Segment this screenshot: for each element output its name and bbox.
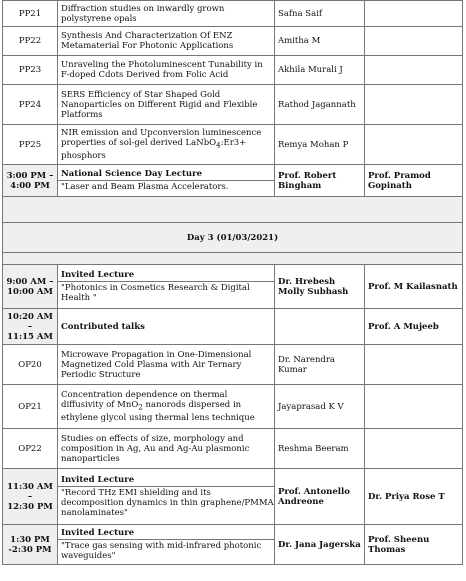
day-title: Day 3 (01/03/2021)	[3, 223, 463, 253]
paper-title: Microwave Propagation in One-Dimensional Magnetized Cold Plasma with Air Ternary Periodic Structure	[58, 345, 275, 385]
empty-cell	[275, 309, 365, 345]
table-row	[3, 469, 463, 525]
paper-title: Unraveling the Photoluminescent Tunability in F-doped Cdots Derived from Folic Acid	[58, 56, 275, 85]
chair-name: Prof. A Mujeeb	[365, 309, 463, 345]
session-time	[3, 309, 58, 345]
subscript: 2	[138, 402, 143, 412]
lecture-title: "Photonics in Cosmetics Research & Digital Health "	[61, 283, 250, 303]
presenter-name: Remya Mohan P	[275, 125, 365, 165]
chair-name: Prof. Sheenu Thomas	[365, 525, 463, 565]
speaker-name: Dr. Hrebesh Molly Subhash	[275, 265, 365, 309]
lecture-title: "Trace gas sensing with mid-infrared photonic waveguides"	[61, 541, 262, 561]
lecture-cell	[58, 469, 275, 525]
paper-title: Diffraction studies on inwardly grown polystyrene opals	[58, 1, 275, 27]
chair-name: Prof. Pramod Gopinath	[365, 165, 463, 197]
table-row	[3, 1, 463, 27]
session-code: OP20	[3, 345, 58, 385]
paper-title	[58, 385, 275, 429]
speaker-name: Dr. Jana Jagerska	[275, 525, 365, 565]
chair-name: Dr. Priya Rose T	[365, 469, 463, 525]
time-end: 12:30 PM	[7, 501, 53, 512]
session-time	[3, 469, 58, 525]
spacer-row	[3, 253, 463, 265]
empty-cell	[365, 125, 463, 165]
presenter-name: Rathod Jagannath	[275, 85, 365, 125]
presenter-name: Reshma Beeram	[275, 429, 365, 469]
empty-cell	[365, 385, 463, 429]
empty-cell	[3, 253, 463, 265]
table-row	[3, 165, 463, 197]
lecture-title: "Record THz EMI shielding and its decomposition dynamics in thin graphene/PMMA nanolaminates"	[61, 488, 274, 518]
subscript: 4	[216, 140, 221, 150]
session-code: OP21	[3, 385, 58, 429]
session-code: PP23	[3, 56, 58, 85]
paper-title: Synthesis And Characterization Of ENZ Metamaterial For Photonic Applications	[58, 27, 275, 56]
paper-title	[58, 125, 275, 165]
table-row	[3, 525, 463, 565]
session-code: PP25	[3, 125, 58, 165]
time-start: 11:30 AM	[7, 481, 53, 492]
time-dash: –	[27, 491, 33, 502]
empty-cell	[365, 56, 463, 85]
session-code: OP22	[3, 429, 58, 469]
time-dash: –	[27, 321, 33, 332]
speaker-name: Prof. Antonello Andreone	[275, 469, 365, 525]
empty-cell	[365, 27, 463, 56]
table-row	[3, 429, 463, 469]
presenter-name: Jayaprasad K V	[275, 385, 365, 429]
session-label: Contributed talks	[58, 309, 275, 345]
table-row	[3, 85, 463, 125]
session-code: PP21	[3, 1, 58, 27]
lecture-cell	[58, 525, 275, 565]
time-start: 10:20 AM	[7, 311, 53, 322]
title-part: :Er3+ phosphors	[61, 138, 247, 161]
chair-name: Prof. M Kailasnath	[365, 265, 463, 309]
session-time: 9:00 AM – 10:00 AM	[3, 265, 58, 309]
paper-title: SERS Efficiency of Star Shaped Gold Nanoparticles on Different Rigid and Flexible Platforms	[58, 85, 275, 125]
table-row	[3, 345, 463, 385]
paper-title: Studies on effects of size, morphology and composition in Ag, Au and Ag-Au plasmonic nanoparticles	[58, 429, 275, 469]
presenter-name: Amitha M	[275, 27, 365, 56]
table-row	[3, 309, 463, 345]
table-row	[3, 125, 463, 165]
schedule-table	[2, 0, 463, 565]
empty-cell	[3, 197, 463, 223]
title-part: Concentration dependence on thermal diffusivity of MnO	[61, 390, 228, 411]
lecture-cell	[58, 165, 275, 197]
speaker-name: Prof. Robert Bingham	[275, 165, 365, 197]
presenter-name: Safna Saif	[275, 1, 365, 27]
session-time: 1:30 PM -2:30 PM	[3, 525, 58, 565]
lecture-heading: Invited Lecture	[58, 527, 274, 540]
empty-cell	[365, 429, 463, 469]
lecture-cell	[58, 265, 275, 309]
lecture-heading: Invited Lecture	[58, 269, 274, 282]
title-part: nanorods dispersed in ethylene glycol using thermal lens technique	[61, 400, 255, 423]
presenter-name: Akhila Murali J	[275, 56, 365, 85]
session-time: 3:00 PM – 4:00 PM	[3, 165, 58, 197]
title-part: NIR emission and Upconversion luminescence properties of sol-gel derived LaNbO	[61, 128, 262, 149]
lecture-heading: Invited Lecture	[58, 474, 274, 487]
spacer-row	[3, 197, 463, 223]
table-row	[3, 265, 463, 309]
table-row	[3, 27, 463, 56]
table-row	[3, 56, 463, 85]
empty-cell	[365, 85, 463, 125]
table-row	[3, 385, 463, 429]
session-code: PP22	[3, 27, 58, 56]
day-heading-row	[3, 223, 463, 253]
time-end: 11:15 AM	[7, 331, 53, 342]
empty-cell	[365, 345, 463, 385]
lecture-title: "Laser and Beam Plasma Accelerators.	[61, 182, 229, 192]
session-code: PP24	[3, 85, 58, 125]
lecture-heading: National Science Day Lecture	[58, 168, 274, 181]
presenter-name: Dr. Narendra Kumar	[275, 345, 365, 385]
empty-cell	[365, 1, 463, 27]
